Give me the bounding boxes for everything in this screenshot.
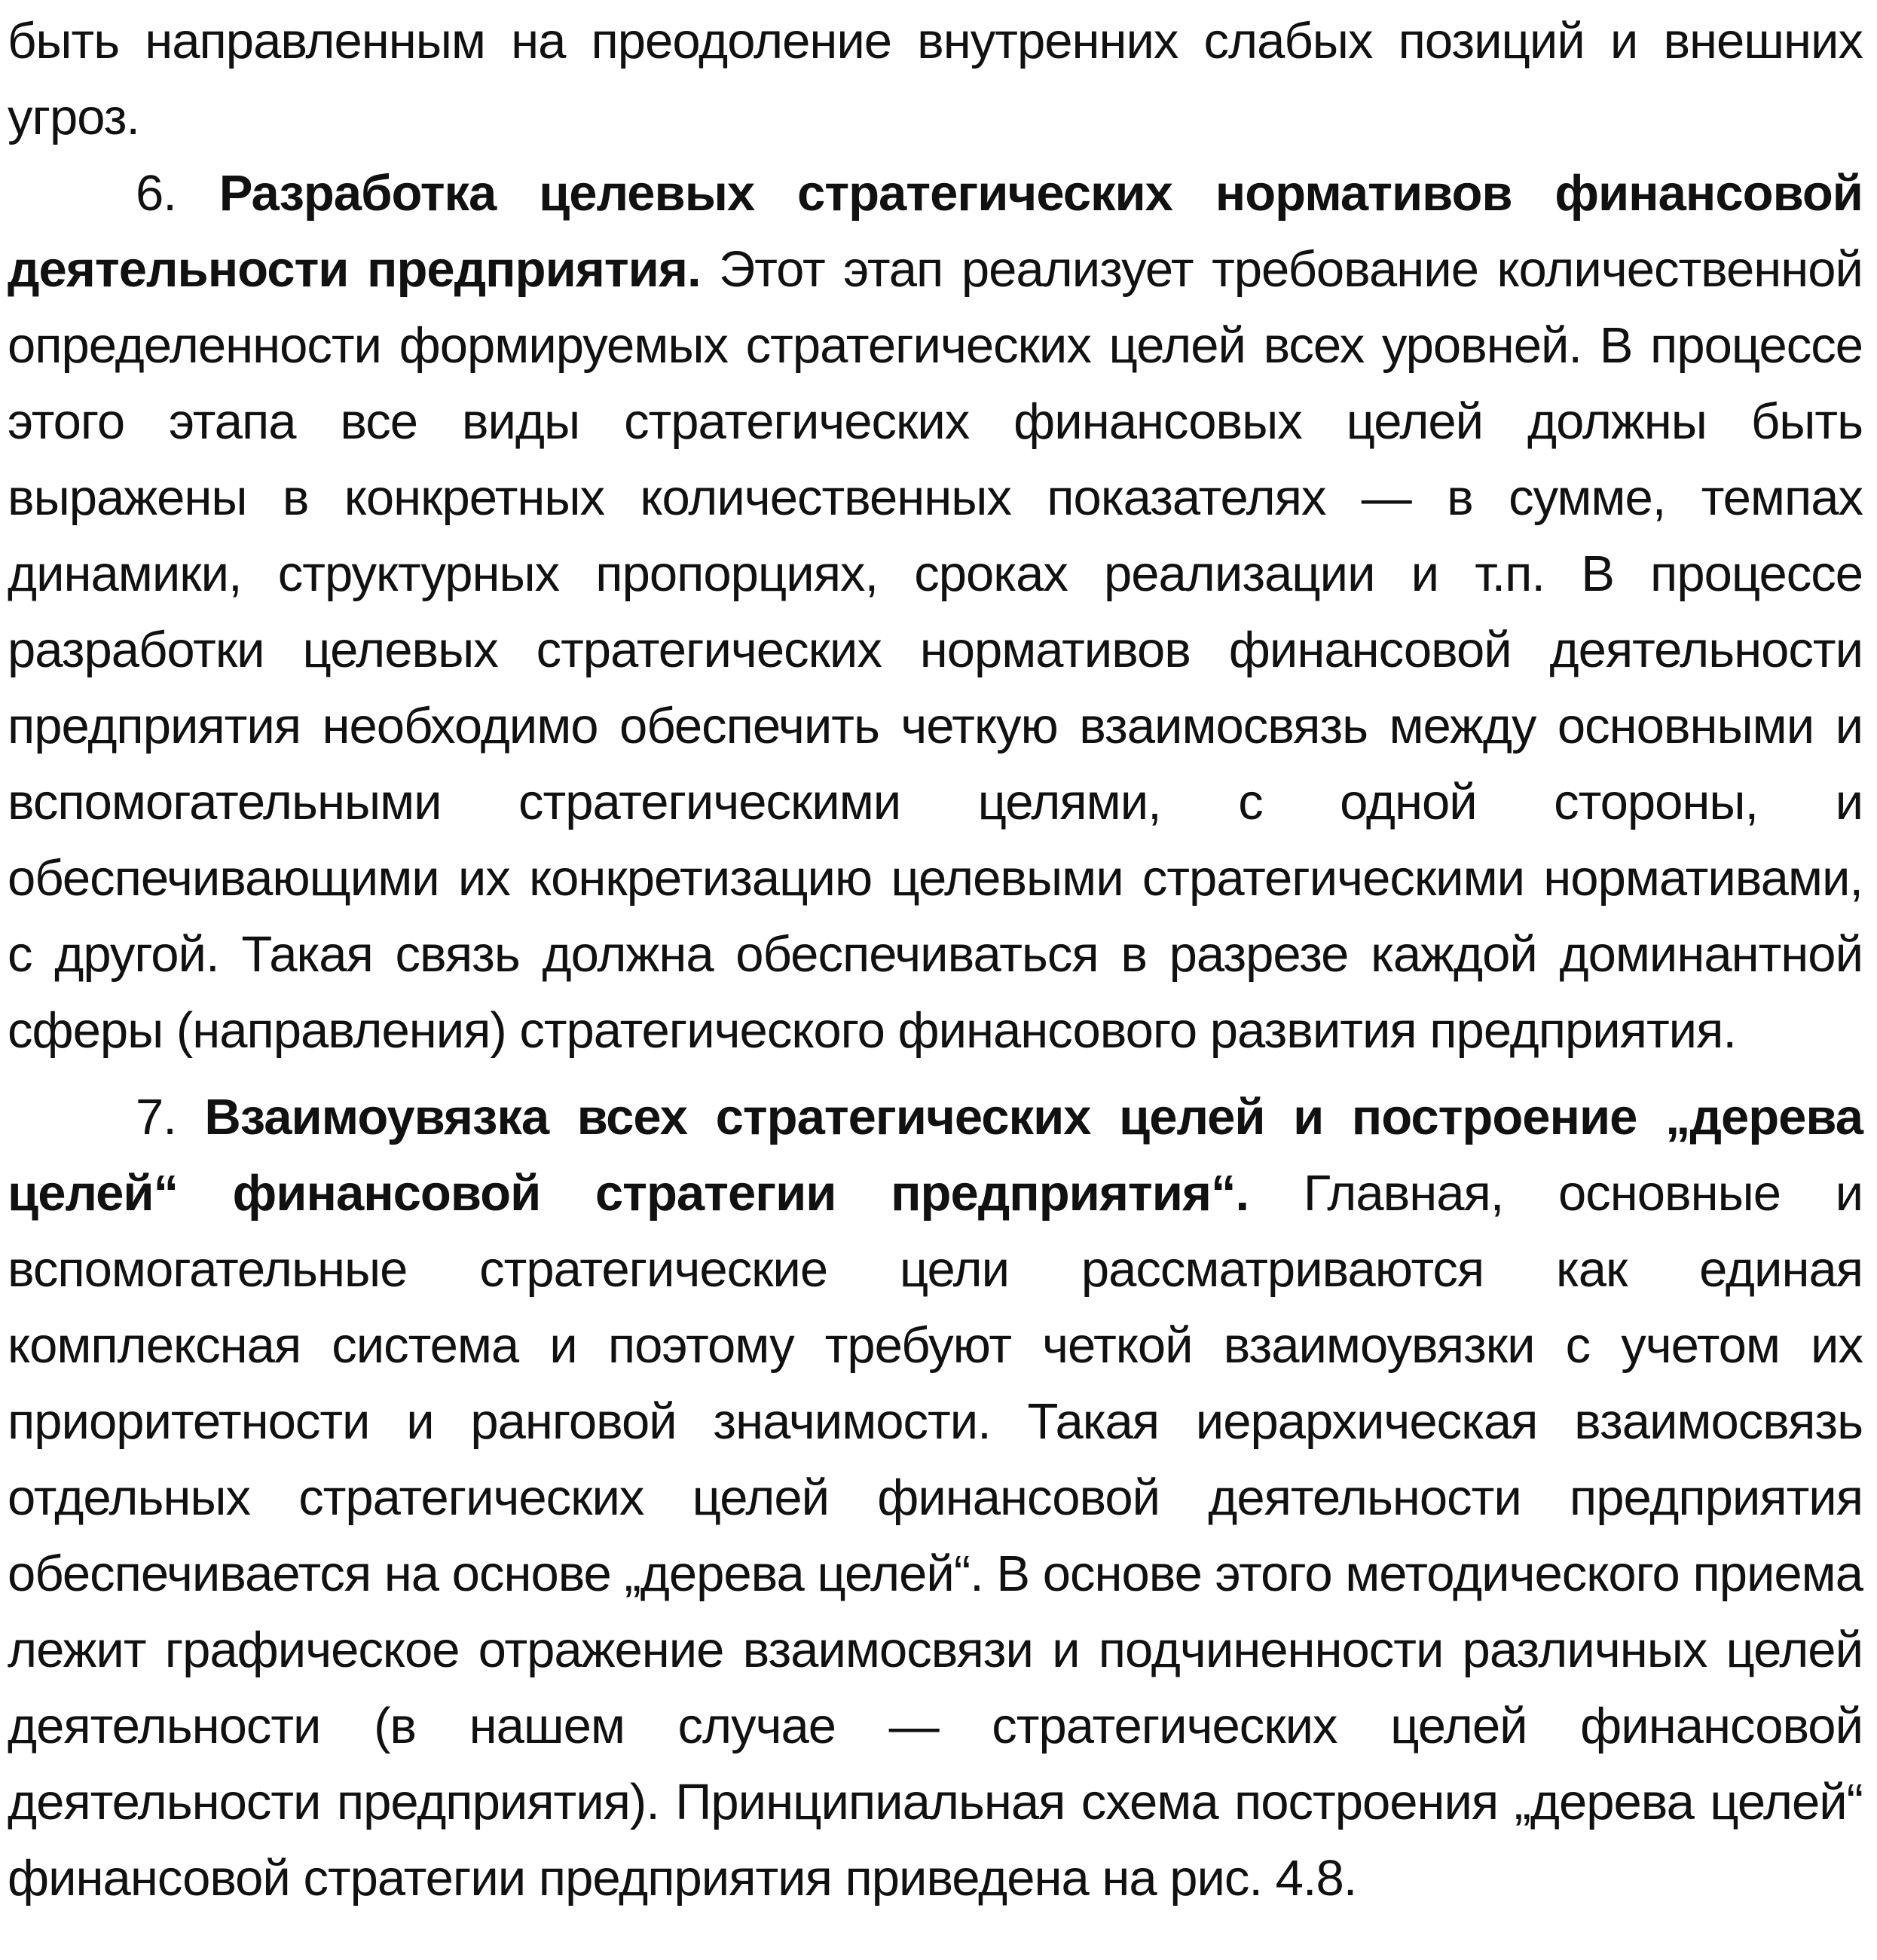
paragraph-body: быть направленным на преодоление внутренних слабых позиций и внешних угроз.	[8, 13, 1863, 145]
paragraph-body: Этот этап реализует требование количественной определенности формируемых стратегических целей всех уровней. В процессе этого этапа все виды стратегических финансовых целей должны быть выражены в конкретных количественных показателях — в сумме, темпах динамики, структурных пропорциях, сроках реализации и т.п. В процессе разработки целевых стратегических нормативов финансовой деятельности предприятия необходимо обеспечить четкую взаимосвязь между основными и вспомогательными стратегическими целями, с одной стороны, и обеспечивающими их конкретизацию целевыми стратегическими нормативами, с другой. Такая связь должна обеспечиваться в разрезе каждой доминантной сферы (направления) стратегического финансового развития предприятия.	[8, 241, 1863, 1059]
item-heading: Разработка целевых стратегических нормативов финансовой деятельности предприятия.	[8, 165, 1863, 298]
paragraph-item-6	[8, 155, 1863, 1069]
item-number: 7.	[136, 1089, 205, 1145]
item-heading: Взаимоувязка всех стратегических целей и построение „дерева целей“ финансовой стратегии предприятия“.	[8, 1089, 1863, 1222]
paragraph-body: Главная, основные и вспомогательные стратегические цели рассматриваются как единая комплексная система и поэтому требуют четкой взаимоувязки с учетом их приоритетности и ранговой значимости. Такая иерархическая взаимосвязь отдельных стратегических целей финансовой деятельности предприятия обеспечивается на основе „дерева целей“. В основе этого методического приема лежит графическое отражение взаимосвязи и подчиненности различных целей деятельности (в нашем случае — стратегических целей финансовой деятельности предприятия). Принципиальная схема построения „дерева целей“ финансовой стратегии предприятия приведена на рис. 4.8.	[8, 1165, 1863, 1906]
paragraph-continuation	[8, 3, 1863, 155]
paragraph-item-7	[8, 1079, 1863, 1916]
item-number: 6.	[136, 165, 219, 222]
document-page	[8, 3, 1863, 1916]
